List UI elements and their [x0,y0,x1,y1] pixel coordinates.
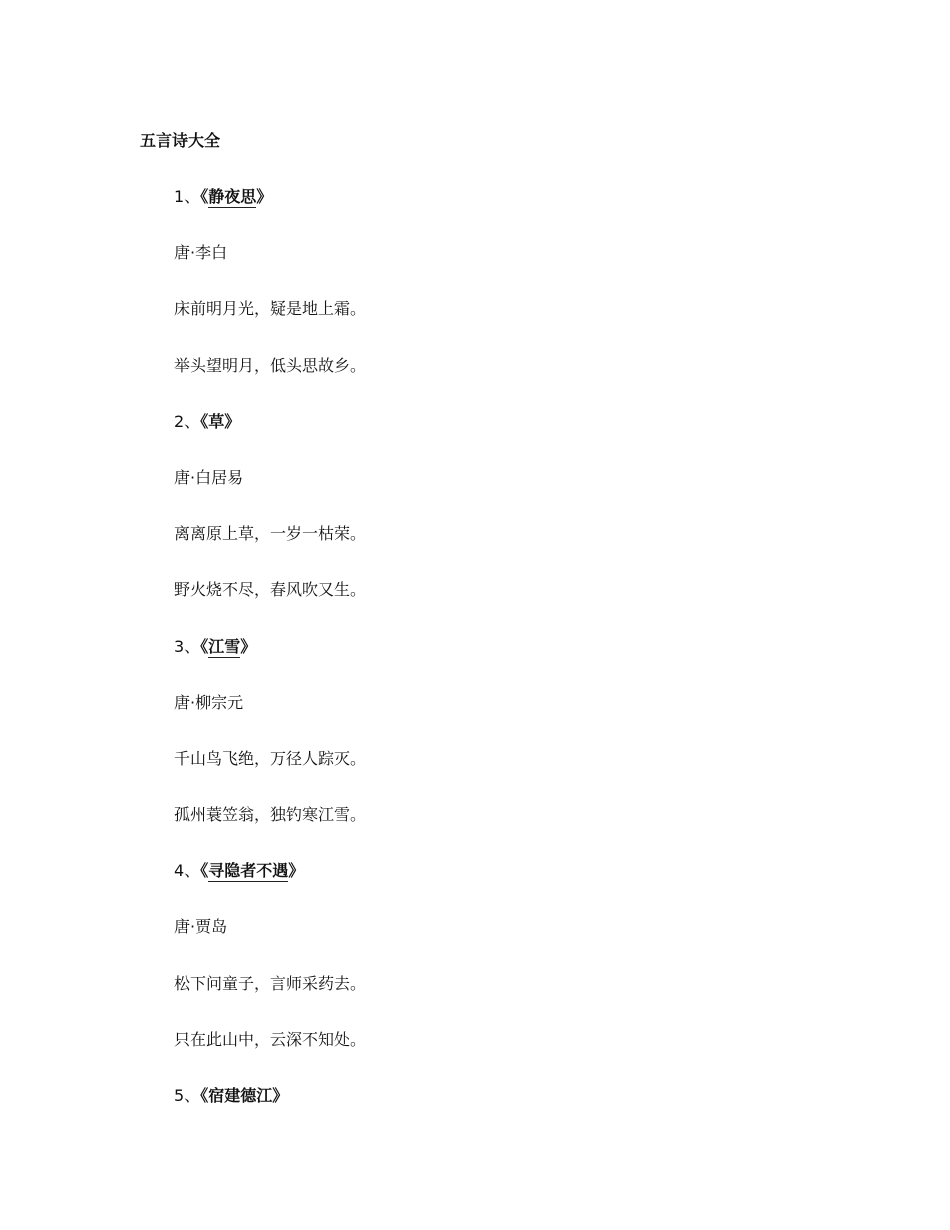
open-quote: 《 [200,411,209,431]
poem-number: 4、 [174,861,201,881]
close-quote: 》 [256,187,273,206]
poem-title-link[interactable]: 江雪 [208,636,241,656]
poem-number: 1、 [174,187,201,206]
poem-list [174,186,874,1141]
poem-author: 唐·白居易 [174,467,244,487]
poem-line: 只在此山中，云深不知处。 [174,1029,367,1049]
poem-title-link[interactable]: 静夜思 [208,187,257,206]
poem-line: 千山鸟飞绝，万径人踪灭。 [174,748,367,768]
document-title: 五言诗大全 [140,131,221,150]
poem-title: 宿建德江 [208,1086,273,1105]
open-quote: 《 [200,861,209,881]
poem-author: 唐·贾岛 [174,917,228,937]
open-quote: 《 [200,187,209,206]
poem-heading-3 [174,636,874,692]
close-quote: 》 [288,861,305,881]
poem-author: 唐·柳宗元 [174,692,244,712]
poem-line: 孤州蓑笠翁，独钓寒江雪。 [174,805,367,825]
poem-title: 草 [208,411,225,431]
close-quote: 》 [224,411,241,431]
poem-line: 松下问童子，言师采药去。 [174,973,367,993]
close-quote: 》 [240,636,257,656]
poem-line: 离离原上草，一岁一枯荣。 [174,524,367,544]
poem-author: 唐·李白 [174,243,228,263]
poem-heading-2 [174,411,874,467]
close-quote: 》 [272,1086,289,1105]
poem-number: 2、 [174,411,201,431]
poem-line: 举头望明月，低头思故乡。 [174,355,367,375]
open-quote: 《 [200,1086,209,1105]
poem-heading-4 [174,860,874,916]
poem-number: 5、 [174,1086,201,1105]
poem-line: 野火烧不尽，春风吹又生。 [174,580,367,600]
poem-heading-1 [174,186,874,242]
poem-heading-5 [174,1085,874,1141]
poem-number: 3、 [174,636,201,656]
open-quote: 《 [200,636,209,656]
poem-title-link[interactable]: 寻隐者不遇 [208,861,289,881]
poem-line: 床前明月光，疑是地上霜。 [174,299,367,319]
